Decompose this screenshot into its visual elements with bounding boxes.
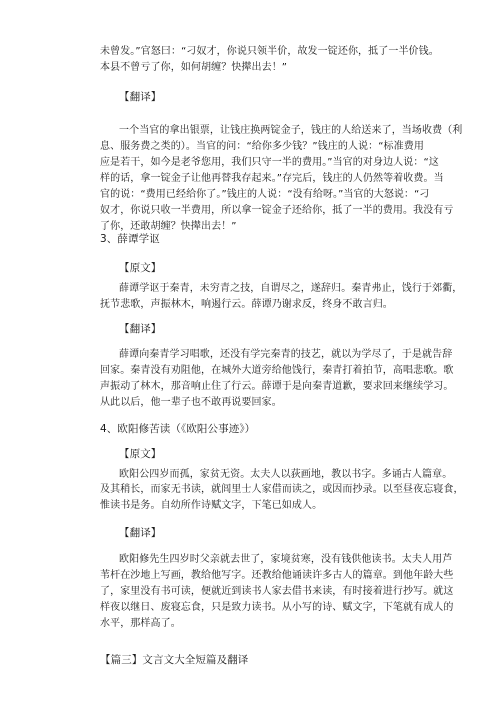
intro-line-2: 本县不曾亏了你，如何胡缠？快撵出去！”	[100, 62, 288, 73]
fanyi-label-1: 【翻译】	[119, 91, 162, 103]
section-heading-4: 4、欧阳修苦读（《欧阳公事迹》）	[100, 423, 256, 435]
yuanwen4-line-1: 欧阳公四岁而孤，家贫无资。太夫人以荻画地，教以书字。多诵古人篇章。	[119, 469, 453, 480]
yuanwen-label-4: 【原文】	[119, 448, 162, 460]
fanyi1-line-2: 息、服务费之类的）。当官的问：“给你多少钱？”钱庄的人说：“标准费用	[100, 141, 424, 152]
fanyi3-line-2: 回家。秦青没有劝阻他，在城外大道旁给他饯行，秦青打着拍节，高唱悲歌。歌	[100, 365, 454, 376]
fanyi4-line-2: 苇杆在沙地上写画，教给他写字。还教给他诵读许多古人的篇章。到他年龄大些	[100, 570, 454, 581]
fanyi1-line-6: 奴才，你说只收一半费用，所以拿一锭金子还给你，抵了一半的费用。我没有亏	[100, 205, 454, 216]
yuanwen4-line-3: 惟读书是务。自幼所作诗赋文字，下笔已如成人。	[100, 500, 323, 511]
fanyi1-line-4: 样的话，拿一锭金子让他再替我存起来。”存完后，钱庄的人仍然等着收费。当	[100, 173, 444, 184]
fanyi3-line-3: 声振动了林木，那音响止住了行云。薛谭于是向秦青道歉，要求回来继续学习。	[100, 381, 454, 392]
fanyi4-line-1: 欧阳修先生四岁时父亲就去世了，家境贫寒，没有钱供他读书。太夫人用芦	[119, 554, 453, 565]
footer-heading: 【篇三】文言文大全短篇及翻译	[100, 654, 249, 666]
section-heading-3: 3、薛谭学讴	[100, 233, 160, 245]
fanyi1-line-7: 了你，还敢胡缠？快撵出去！”	[100, 221, 237, 232]
fanyi3-line-4: 从此以后，他一辈子也不敢再说要回家。	[100, 397, 282, 408]
fanyi4-line-3: 了，家里没有书可读，便就近到读书人家去借书来读，有时接着进行抄写。就这	[100, 586, 454, 597]
fanyi1-line-5: 官的说：“费用已经给你了。”钱庄的人说：“没有给呀。”当官的大怒说：“刁	[100, 189, 430, 200]
yuanwen-label-3: 【原文】	[119, 262, 162, 274]
intro-line-1: 未曾发。”官怒曰：“刁奴才，你说只领半价，故发一锭还你，抵了一半价钱。	[100, 46, 439, 57]
fanyi3-line-1: 薛谭向秦青学习唱歌，还没有学完秦青的技艺，就以为学尽了，于是就告辞	[119, 349, 453, 360]
yuanwen3-line-2: 抚节悲歌，声振林木，响遏行云。薛谭乃谢求反，终身不敢言归。	[100, 299, 393, 310]
fanyi4-line-5: 水平，那样高了。	[100, 618, 181, 629]
fanyi-label-4: 【翻译】	[119, 527, 162, 539]
yuanwen3-line-1: 薛谭学讴于秦青，未穷青之技，自谓尽之，遂辞归。秦青弗止，饯行于郊衢，	[119, 283, 463, 294]
fanyi4-line-4: 样夜以继日、废寝忘食，只是致力读书。从小写的诗、赋文字，下笔就有成人的	[100, 602, 454, 613]
fanyi-label-3: 【翻译】	[119, 323, 162, 335]
fanyi1-line-3: 应是若干，如今是老爷您用，我们只守一半的费用。”当官的对身边人说：“这	[100, 157, 439, 168]
fanyi1-line-1: 一个当官的拿出银票，让钱庄换两锭金子，钱庄的人给送来了，当场收费（利	[119, 125, 463, 136]
yuanwen4-line-2: 及其稍长，而家无书读，就闾里士人家借而读之，或因而抄录。以至昼夜忘寝食，	[100, 484, 464, 495]
